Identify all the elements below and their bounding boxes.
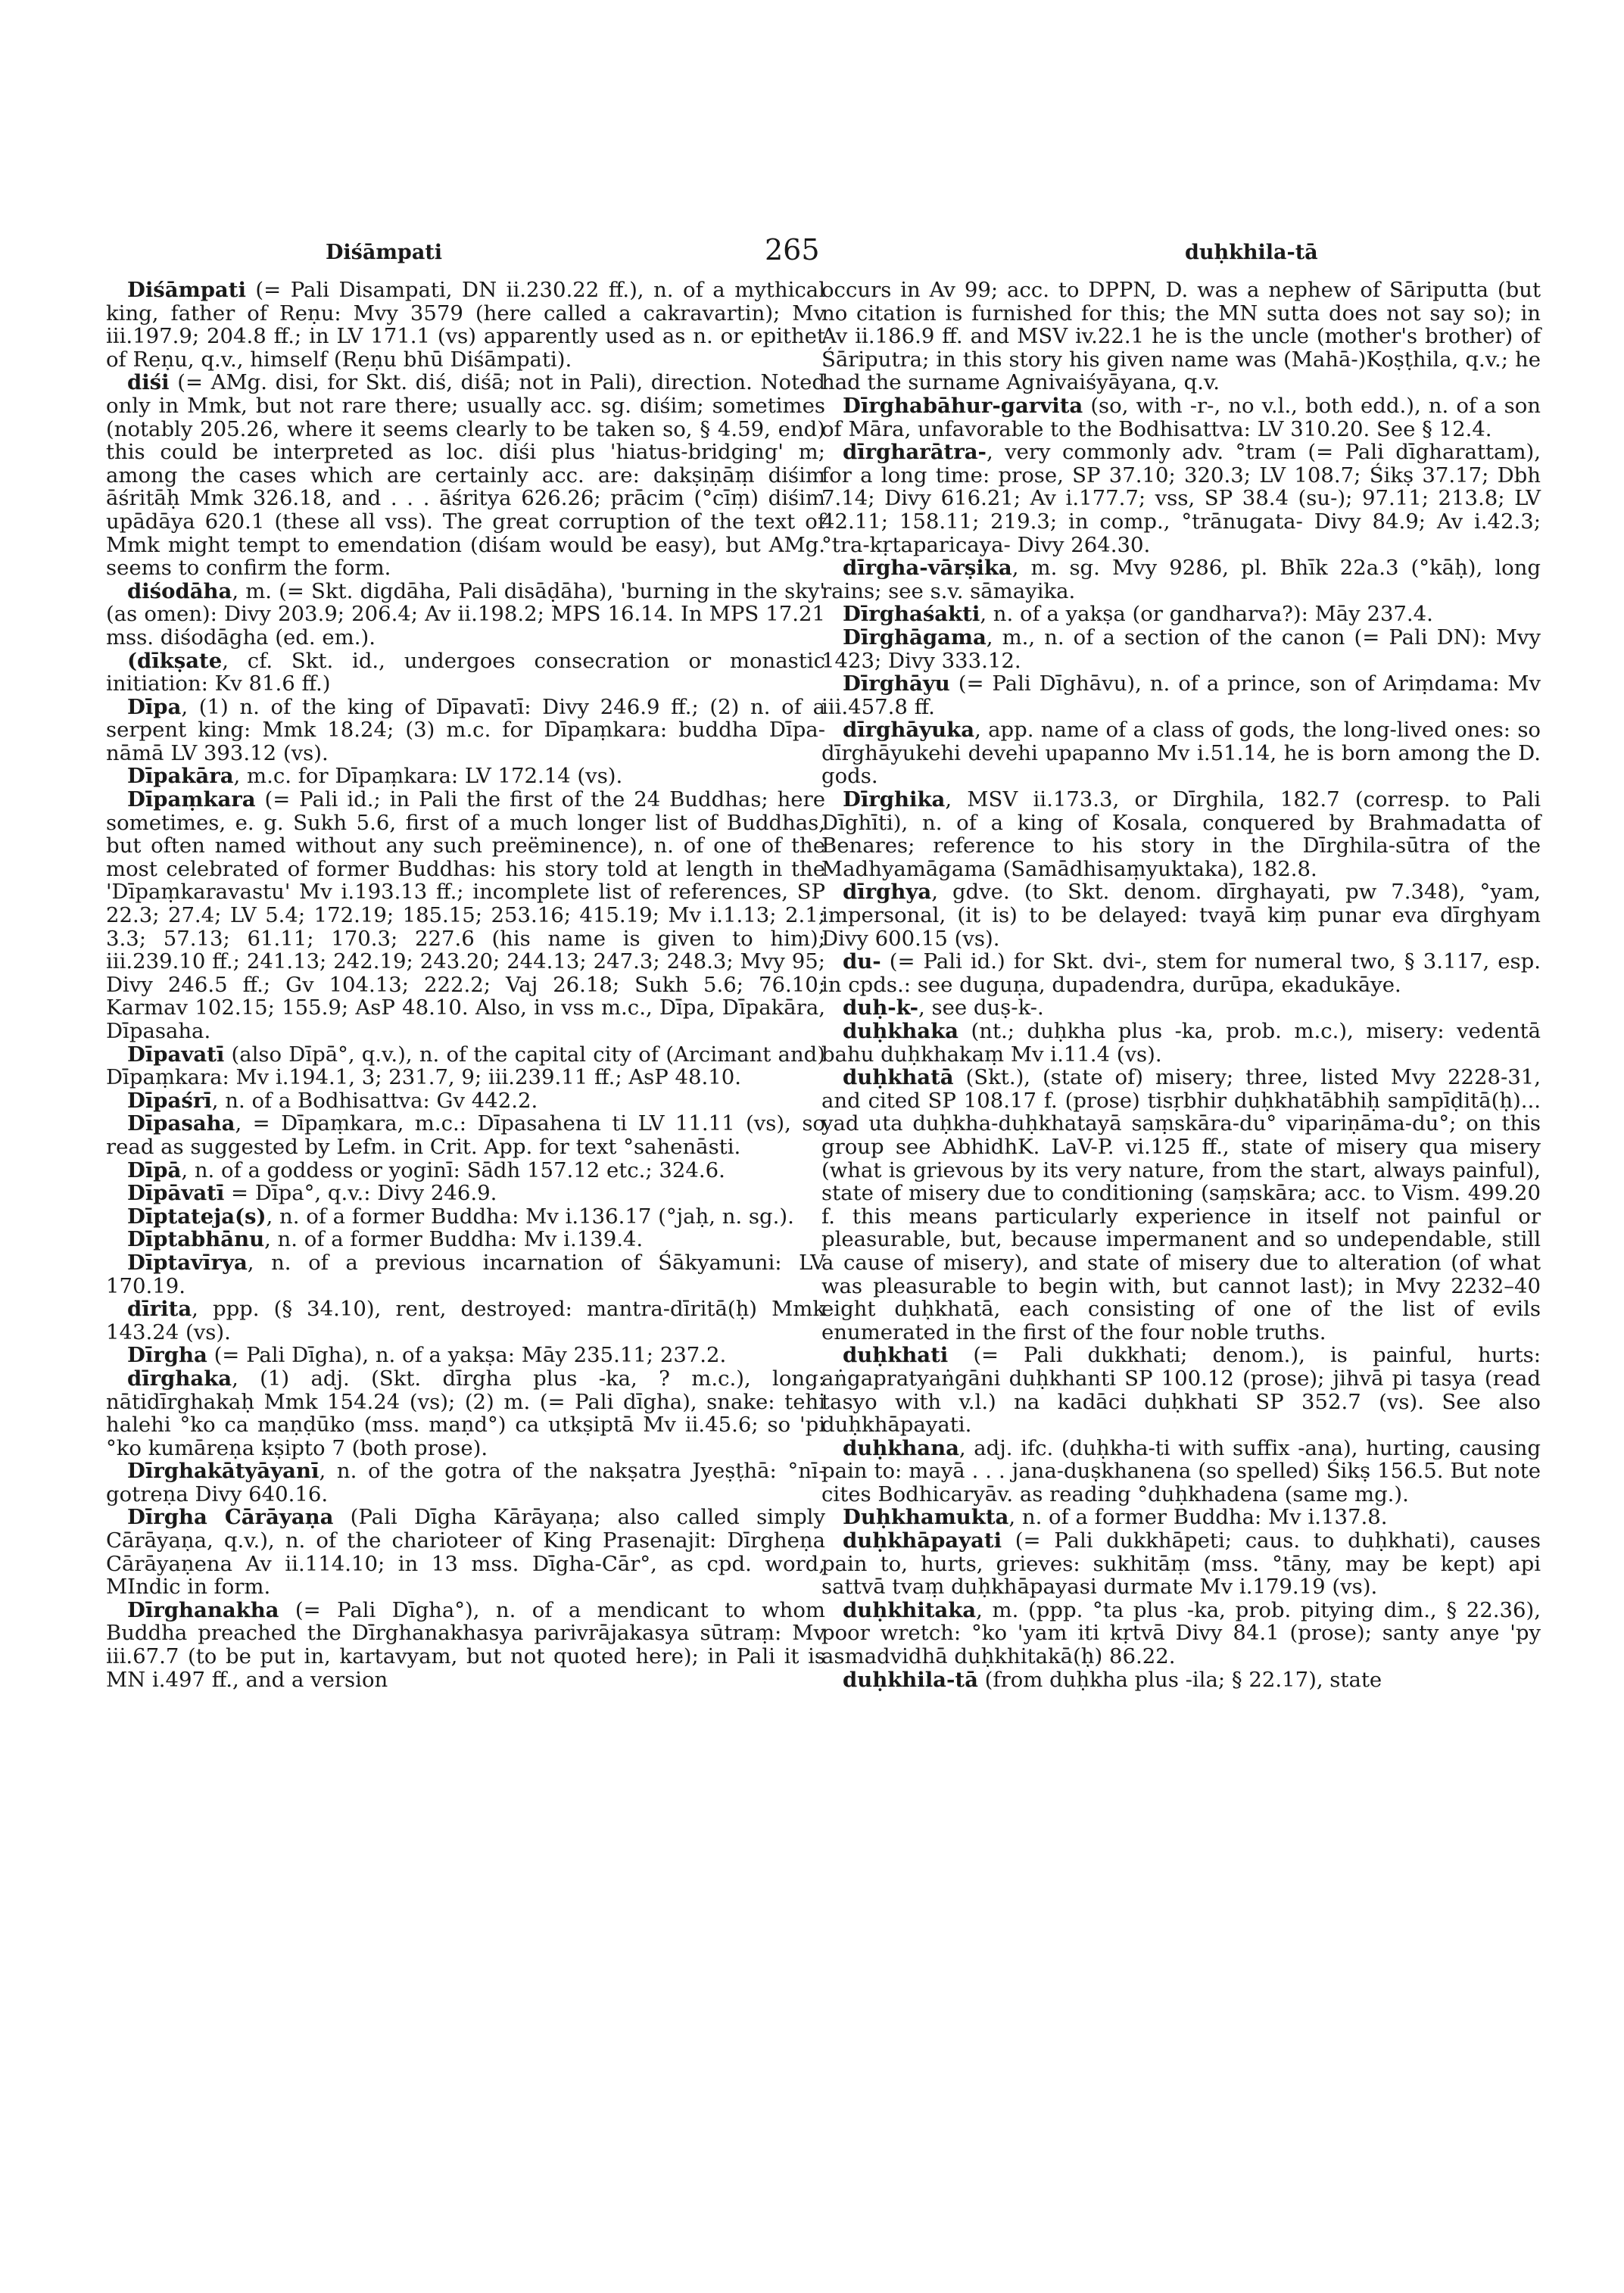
entry-body: , ppp. (§ 34.10), rent, destroyed: mantra-dīritā(ḥ) Mmk 143.24 (vs). bbox=[106, 1297, 825, 1344]
entry-body: , n. of a former Buddha: Mv i.139.4. bbox=[264, 1227, 644, 1252]
entry-body: , n. of a yakṣa (or gandharva?): Māy 237.4. bbox=[980, 602, 1433, 627]
dictionary-entry bbox=[821, 672, 1541, 718]
entry-body: , n. of a goddess or yoginī: Sādh 157.12 etc.; 324.6. bbox=[181, 1157, 725, 1182]
entry-body: (Pali Dīgha Kārāyaṇa; also called simply Cārāyaṇa, q.v.), n. of the charioteer of King Prasenajit: Dīrgheṇa Cārāyaṇena Av ii.114.10; in 13 mss. Dīgha-Cār°, as cpd. word, MIndic in form. bbox=[106, 1505, 826, 1600]
dictionary-entry bbox=[821, 556, 1541, 603]
dictionary-entry bbox=[106, 1298, 825, 1344]
dictionary-entry bbox=[106, 1043, 825, 1089]
entry-body: (= AMg. disi, for Skt. diś, diśā; not in Pali), direction. Noted only in Mmk, but not rare there; usually acc. sg. diśim; sometimes (notably 205.26, where it seems clearly to be taken so, § 4.59, end) this could be interpreted as loc. diśi plus 'hiatus-bridging' m; among the cases which are certainly acc. are: dakṣiṇāṃ diśim āśritāḥ Mmk 326.18, and . . . āśritya 626.26; prācim (°cīṃ) diśim upādāya 620.1 (these all vss). The great corruption of the text of Mmk might tempt to emendation (diśam would be easy), but AMg. seems to confirm the form. bbox=[106, 370, 825, 581]
entry-body: , = Dīpaṃkara, m.c.: Dīpasahena ti LV 11.11 (vs), so read as suggested by Lefm. in Crit. App. for text °sahenāsti. bbox=[106, 1111, 825, 1159]
entry-headword: Dīpasaha bbox=[127, 1111, 235, 1136]
entry-body: , m. (ppp. °ta plus -ka, prob. pitying dim., § 22.36), poor wretch: °ko 'yam iti kṛtvā Divy 84.1 (prose); santy anye 'py asmadvidhā duḥkhitakā(ḥ) 86.22. bbox=[821, 1597, 1541, 1669]
entry-body: , n. of a Bodhisattva: Gv 442.2. bbox=[211, 1088, 538, 1113]
entry-headword: Dīpāvatī bbox=[127, 1181, 225, 1206]
entry-headword: Dīpaśrī bbox=[127, 1088, 212, 1113]
entry-body: , n. of a previous incarnation of Śākyamuni: LV 170.19. bbox=[106, 1250, 825, 1298]
dictionary-entry bbox=[106, 1344, 825, 1367]
entry-body: (= Pali dukkhati; denom.), is painful, hurts: aṅgapratyaṅgāni duḥkhanti SP 100.12 (prose); jihvā pi tasya (read tasyo with v.l.) na kadāci duḥkhati SP 352.7 (vs). See also duḥkhāpayati. bbox=[821, 1343, 1541, 1438]
entry-headword: Diśāmpati bbox=[127, 278, 246, 302]
dictionary-entry bbox=[106, 1228, 825, 1251]
dictionary-entry bbox=[106, 650, 825, 696]
dictionary-entry bbox=[106, 765, 825, 788]
dictionary-entry bbox=[821, 718, 1541, 788]
dictionary-entry bbox=[821, 1437, 1541, 1506]
entry-body: , MSV ii.173.3, or Dīrghila, 182.7 (corresp. to Pali Dīghīti), n. of a king of Kosala, conquered by Brahmadatta of Benares; reference to his story in the Dīrghila-sūtra of the Madhyamāgama (Samādhisaṃyuktaka), 182.8. bbox=[821, 787, 1541, 881]
dictionary-entry bbox=[821, 1020, 1541, 1066]
entry-headword: Dīrghika bbox=[843, 787, 946, 812]
entry-headword: Dīrgha bbox=[127, 1343, 207, 1368]
entry-headword: (dīkṣate bbox=[127, 648, 223, 673]
entry-headword: Dīrghakātyāyanī bbox=[127, 1459, 320, 1484]
entry-headword: dīrghāyuka bbox=[843, 718, 975, 743]
dictionary-entry bbox=[821, 996, 1541, 1020]
entry-headword: Duḥkhamukta bbox=[843, 1505, 1009, 1530]
entry-body: (from duḥkha plus -ila; § 22.17), state bbox=[977, 1667, 1382, 1692]
entry-headword: Dīrghaśakti bbox=[843, 602, 980, 627]
entry-body: , m.c. for Dīpaṃkara: LV 172.14 (vs). bbox=[233, 764, 623, 789]
right-column bbox=[821, 279, 1541, 1691]
entry-body: (so, with -r-, no v.l., both edd.), n. of a son of Māra, unfavorable to the Bodhisattva: LV 310.20. See § 12.4. bbox=[821, 393, 1541, 441]
entry-headword: dīrgharātra- bbox=[843, 440, 987, 465]
entry-body: , gdve. (to Skt. denom. dīrghayati, pw 7.348), °yam, impersonal, (it is) to be delayed: tvayā kiṃ punar eva dīrghyam Divy 600.15 (vs). bbox=[821, 880, 1541, 951]
dictionary-entry bbox=[106, 1251, 825, 1298]
entry-headword: Dīptabhānu bbox=[127, 1227, 265, 1252]
entry-headword: duḥkhatā bbox=[843, 1065, 954, 1090]
dictionary-entry bbox=[106, 1159, 825, 1182]
entry-headword: diśi bbox=[127, 370, 170, 395]
entry-body: = Dīpa°, q.v.: Divy 246.9. bbox=[224, 1181, 497, 1206]
entry-headword: diśodāha bbox=[127, 578, 232, 603]
entry-headword: duḥkhati bbox=[843, 1343, 949, 1368]
entry-headword: duḥkhaka bbox=[843, 1019, 959, 1043]
dictionary-entry bbox=[106, 1599, 825, 1691]
dictionary-entry bbox=[821, 279, 1541, 394]
running-head-left: Diśāmpati bbox=[326, 241, 443, 264]
dictionary-entry bbox=[821, 1066, 1541, 1344]
entry-body: , adj. ifc. (duḥkha-ti with suffix -ana), hurting, causing pain to: mayā . . . jana-duṣkhanena (so spelled) Śikṣ 156.5. But note cites Bodhicaryāv. as reading °duḥkhadena (same mg.). bbox=[821, 1435, 1541, 1506]
entry-body: (= Pali id.; in Pali the first of the 24 Buddhas; here sometimes, e. g. Sukh 5.6, first of a much longer list of Buddhas, but often named without any such preëminence), n. of one of the most celebrated of former Buddhas: his story told at length in the 'Dīpaṃkaravastu' Mv i.193.13 ff.; incomplete list of references, SP 22.3; 27.4; LV 5.4; 172.19; 185.15; 253.16; 415.19; Mv i.1.13; 2.1; 3.3; 57.13; 61.11; 170.3; 227.6 (his name is given to him); iii.239.10 ff.; 241.13; 242.19; 243.20; 244.13; 247.3; 248.3; Mvy 95; Divy 246.5 ff.; Gv 104.13; 222.2; Vaj 26.18; Sukh 5.6; 76.10; Karmav 102.15; 155.9; AsP 48.10. Also, in vss m.c., Dīpa, Dīpakāra, Dīpasaha. bbox=[106, 787, 825, 1043]
dictionary-entry bbox=[106, 371, 825, 579]
dictionary-entry bbox=[106, 279, 825, 371]
entry-headword: Dīpaṃkara bbox=[127, 787, 256, 812]
entry-body: , (1) adj. (Skt. dīrgha plus -ka, ? m.c.), long: nātidīrghakaḥ Mmk 154.24 (vs); (2) m. (= Pali dīgha), snake: tehi halehi °ko ca maṇḍūko (mss. maṇd°) ca utkṣiptā Mv ii.45.6; so 'pi °ko kumāreṇa kṣipto 7 (both prose). bbox=[106, 1366, 825, 1460]
entry-headword: duḥkhila-tā bbox=[843, 1667, 978, 1692]
entry-headword: Dīpavatī bbox=[127, 1042, 225, 1067]
entry-body: (= Pali Dīghāvu), n. of a prince, son of Ariṃdama: Mv iii.457.8 ff. bbox=[821, 671, 1541, 719]
entry-body: (Skt.), (state of) misery; three, listed Mvy 2228-31, and cited SP 108.17 f. (prose) tisṛbhir duḥkhatābhiḥ sampīḍitā(ḥ)... yad uta duḥkha-duḥkhatayā saṃskāra-du° vipariṇāma-du°; on this group see AbhidhK. LaV-P. vi.125 ff., state of misery qua misery (what is grievous by its very nature, from the start, always painful), state of misery due to conditioning (saṃskāra; acc. to Vism. 499.20 f. this means particularly experience in itself not painful or pleasurable, but, because impermanent and so undependable, still a cause of misery), and state of misery due to alteration (of what was pleasurable to begin with, but cannot last); in Mvy 2232–40 eight duḥkhatā, each consisting of one of the list of evils enumerated in the first of the four noble truths. bbox=[821, 1065, 1541, 1344]
entry-body: , m., n. of a section of the canon (= Pali DN): Mvy 1423; Divy 333.12. bbox=[821, 625, 1541, 673]
entry-headword: duḥkhāpayati bbox=[843, 1528, 1002, 1553]
dictionary-entry bbox=[106, 1112, 825, 1158]
entry-body: , app. name of a class of gods, the long-lived ones: so dīrghāyukehi devehi upapanno Mv i.51.14, he is born among the D. gods. bbox=[821, 718, 1541, 789]
entry-body: , (1) n. of the king of Dīpavatī: Divy 246.9 ff.; (2) n. of a serpent king: Mmk 18.24; (3) m.c. for Dīpaṃkara: buddha Dīpa-nāmā LV 393.12 (vs). bbox=[106, 694, 825, 765]
entry-body: (nt.; duḥkha plus -ka, prob. m.c.), misery: vedentā bahu duḥkhakaṃ Mv i.11.4 (vs). bbox=[821, 1019, 1541, 1067]
page-number: 265 bbox=[765, 233, 820, 266]
entry-headword: duḥkhana bbox=[843, 1435, 959, 1460]
dictionary-entry bbox=[106, 1460, 825, 1506]
dictionary-entry bbox=[821, 1668, 1541, 1692]
entry-headword: du- bbox=[843, 949, 881, 974]
entry-body: , n. of a former Buddha: Mv i.137.8. bbox=[1008, 1505, 1388, 1530]
entry-headword: duḥkhitaka bbox=[843, 1597, 977, 1622]
running-head-right: duḥkhila-tā bbox=[1185, 241, 1318, 264]
entry-body: (= Pali id.) for Skt. dvi-, stem for numeral two, § 3.117, esp. in cpds.: see duguṇa, dupadendra, durūpa, ekadukāye. bbox=[821, 949, 1541, 997]
entry-headword: dīrgha-vārṣika bbox=[843, 556, 1012, 581]
entry-headword: dīrghaka bbox=[127, 1366, 232, 1391]
dictionary-entry bbox=[821, 1344, 1541, 1436]
dictionary-entry bbox=[106, 696, 825, 765]
dictionary-entry bbox=[821, 394, 1541, 441]
dictionary-entry bbox=[821, 603, 1541, 626]
entry-body: , n. of the gotra of the nakṣatra Jyeṣṭhā: °nī-gotreṇa Divy 640.16. bbox=[106, 1459, 825, 1506]
dictionary-entry bbox=[106, 1367, 825, 1460]
dictionary-entry bbox=[106, 788, 825, 1043]
entry-body: , m. (= Skt. digdāha, Pali disāḍāha), 'burning in the sky' (as omen): Divy 203.9; 206.4; Av ii.198.2; MPS 16.14. In MPS 17.21 mss. diśodāgha (ed. em.). bbox=[106, 578, 825, 650]
dictionary-entry bbox=[821, 880, 1541, 950]
dictionary-entry bbox=[106, 1506, 825, 1598]
entry-body: occurs in Av 99; acc. to DPPN, D. was a nephew of Sāriputta (but no citation is furnished for this; the MN sutta does not say so); in Av ii.186.9 ff. and MSV iv.22.1 he is the uncle (mother's brother) of Śāriputra; in this story his given name was (Mahā-)Koṣṭhila, q.v.; he had the surname Agnivaiśyāyana, q.v. bbox=[821, 278, 1541, 395]
entry-headword: Dīrghāgama bbox=[843, 625, 987, 650]
entry-body: (= Pali dukkhāpeti; caus. to duḥkhati), causes pain to, hurts, grieves: sukhitāṃ (mss. °tāny, may be kept) api sattvā tvaṃ duḥkhāpayasi durmate Mv i.179.19 (vs). bbox=[821, 1528, 1541, 1600]
dictionary-entry bbox=[821, 788, 1541, 880]
dictionary-entry bbox=[821, 1529, 1541, 1599]
entry-body: , very commonly adv. °tram (= Pali dīgharattam), for a long time: prose, SP 37.10; 320.3; LV 108.7; Śikṣ 37.17; Dbh 7.14; Divy 616.21; Av i.177.7; vss, SP 38.4 (su-); 97.11; 213.8; LV 42.11; 158.11; 219.3; in comp., °trānugata- Divy 84.9; Av i.42.3; °tra-kṛtaparicaya- Divy 264.30. bbox=[821, 440, 1541, 557]
entry-headword: Dīrghanakha bbox=[127, 1597, 279, 1622]
entry-headword: duḥ-k- bbox=[843, 995, 918, 1020]
dictionary-entry bbox=[821, 1506, 1541, 1529]
entry-headword: Dīpakāra bbox=[127, 764, 234, 789]
entry-body: (= Pali Dīgha), n. of a yakṣa: Māy 235.11; 237.2. bbox=[207, 1343, 727, 1368]
dictionary-entry bbox=[106, 580, 825, 650]
dictionary-entry bbox=[821, 441, 1541, 556]
entry-headword: Dīrghāyu bbox=[843, 671, 950, 696]
dictionary-entry bbox=[106, 1089, 825, 1113]
entry-headword: Dīrgha Cārāyaṇa bbox=[127, 1505, 334, 1530]
entry-headword: Dīpā bbox=[127, 1157, 182, 1182]
entry-body: , cf. Skt. id., undergoes consecration or monastic initiation: Kv 81.6 ff.) bbox=[106, 648, 825, 696]
dictionary-entry bbox=[821, 950, 1541, 996]
entry-headword: Dīptateja(s) bbox=[127, 1204, 267, 1229]
dictionary-entry bbox=[106, 1205, 825, 1229]
entry-body: , see duṣ-k-. bbox=[918, 995, 1044, 1020]
left-column bbox=[106, 279, 825, 1691]
dictionary-entry bbox=[106, 1182, 825, 1205]
entry-body: , n. of a former Buddha: Mv i.136.17 (°jaḥ, n. sg.). bbox=[266, 1204, 794, 1229]
entry-headword: Dīpa bbox=[127, 694, 182, 719]
entry-body: (= Pali Disampati, DN ii.230.22 ff.), n. of a mythical king, father of Reṇu: Mvy 3579 (here called a cakravartin); Mv iii.197.9; 204.8 ff.; in LV 171.1 (vs) apparently used as n. or epithet of Reṇu, q.v., himself (Reṇu bhū Diśāmpati). bbox=[106, 278, 825, 372]
entry-headword: Dīrghabāhur-garvita bbox=[843, 393, 1083, 418]
dictionary-entry bbox=[821, 1599, 1541, 1668]
entry-body: (also Dīpā°, q.v.), n. of the capital city of (Arcimant and) Dīpaṃkara: Mv i.194.1, 3; 231.7, 9; iii.239.11 ff.; AsP 48.10. bbox=[106, 1042, 825, 1090]
entry-headword: Dīptavīrya bbox=[127, 1250, 248, 1275]
entry-headword: dīrghya bbox=[843, 880, 932, 905]
entry-headword: dīrita bbox=[127, 1297, 192, 1322]
entry-body: (= Pali Dīgha°), n. of a mendicant to whom Buddha preached the Dīrghanakhasya parivrājakasya sūtraṃ: Mv iii.67.7 (to be put in, kartavyam, but not quoted here); in Pali it is MN i.497 ff., and a version bbox=[106, 1597, 825, 1692]
dictionary-entry bbox=[821, 626, 1541, 672]
entry-body: , m. sg. Mvy 9286, pl. Bhīk 22a.3 (°kāḥ), long rains; see s.v. sāmayika. bbox=[821, 556, 1541, 603]
